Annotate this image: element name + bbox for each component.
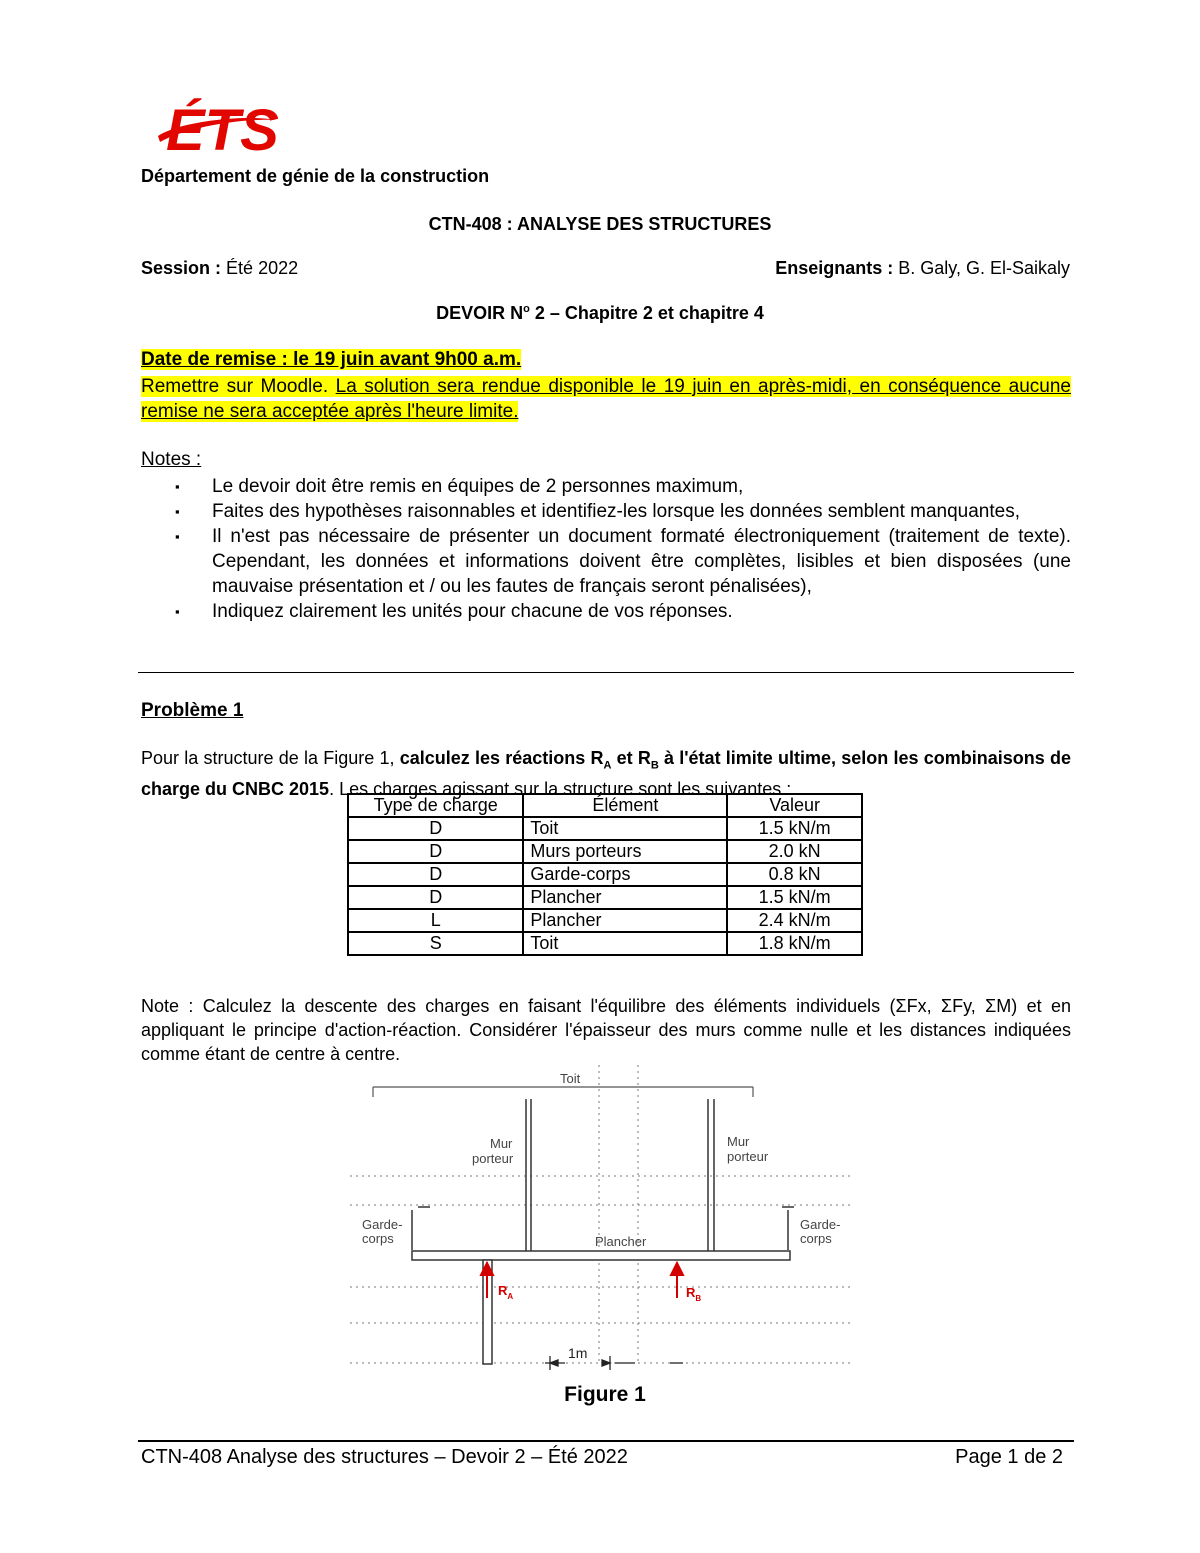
problem-text-a: Pour la structure de la Figure 1, <box>141 748 400 768</box>
problem-text-d: à l'état limite ultime, selon les combinaisons de charge du CNBC 2015 <box>141 748 1071 799</box>
table-row <box>348 932 862 955</box>
problem-text-e: . Les charges agissant sur la structure sont les suivantes : <box>329 778 792 799</box>
table-cell: Plancher <box>523 909 727 932</box>
note-text: Il n'est pas nécessaire de présenter un document formaté électroniquement (traitement de texte). Cependant, les données et informations doivent être complètes, lisibles et bien disposées (une mauvaise présentation et / ou les fautes de français seront pénalisées), <box>212 526 1071 597</box>
department: Département de génie de la construction <box>141 166 490 186</box>
assignment-title <box>0 303 1200 324</box>
label-rb: $R_B$ <box>686 1285 702 1303</box>
teachers-label: Enseignants : <box>775 258 894 278</box>
table-cell: S <box>348 932 523 955</box>
list-item <box>141 524 1071 599</box>
label-mur-left-1: Mur <box>490 1136 513 1151</box>
bullet-icon: ▪ <box>175 604 180 619</box>
bullet-icon: ▪ <box>175 479 180 494</box>
table-cell: 1.5 kN/m <box>727 817 862 840</box>
table-row <box>348 863 862 886</box>
label-mur-left-2: porteur <box>472 1151 514 1166</box>
devoir-suffix: 2 – Chapitre 2 et chapitre 4 <box>529 303 764 323</box>
note-text: Faites des hypothèses raisonnables et identifiez-les lorsque les données semblent manquantes, <box>212 501 1020 522</box>
table-cell: 1.5 kN/m <box>727 886 862 909</box>
bullet-icon: ▪ <box>175 529 180 544</box>
table-row <box>348 886 862 909</box>
label-plancher: Plancher <box>595 1234 647 1249</box>
label-mur-right-2: porteur <box>727 1149 769 1164</box>
session <box>141 258 298 279</box>
label-ra: $R_A$ <box>498 1283 514 1301</box>
problem-note: Note : Calculez la descente des charges en faisant l'équilibre des éléments individuels (ΣFx, ΣFy, ΣM) et en appliquant le principe d'action-réaction. Considérer l'épaisseur des murs comme nulle et les distances indiquées comme étant de centre à centre. <box>141 996 1071 1064</box>
label-garde-left-1: Garde- <box>362 1217 403 1232</box>
logo-text: ÉTS <box>166 98 279 162</box>
list-item <box>141 474 1071 499</box>
column-header: Type de charge <box>348 794 523 817</box>
list-item <box>141 499 1071 524</box>
submit-plain: Remettre sur Moodle. <box>141 376 329 397</box>
submission-instructions <box>141 374 1071 424</box>
column-header: Valeur <box>727 794 862 817</box>
note-text: Le devoir doit être remis en équipes de 2 personnes maximum, <box>212 476 744 497</box>
floor-beam <box>412 1251 790 1260</box>
due-text: Date de remise : le 19 juin avant 9h00 a.m. <box>141 349 522 370</box>
problem-text-b: calculez les réactions R <box>399 748 604 768</box>
label-garde-right-1: Garde- <box>800 1217 841 1232</box>
table-cell: D <box>348 840 523 863</box>
table-cell: Murs porteurs <box>523 840 727 863</box>
bullet-icon: ▪ <box>175 504 180 519</box>
course-title: CTN-408 : ANALYSE DES STRUCTURES <box>428 214 772 234</box>
label-dim: 1m <box>568 1345 588 1361</box>
footer-left: CTN-408 Analyse des structures – Devoir 2 – Été 2022 <box>141 1446 628 1468</box>
section-divider <box>138 672 1074 673</box>
structure-figure <box>340 1065 860 1375</box>
session-label: Session : <box>141 258 222 278</box>
teachers <box>775 258 1070 279</box>
problem-text-c: et R <box>611 748 651 768</box>
table-cell: D <box>348 817 523 840</box>
table-cell: 1.8 kN/m <box>727 932 862 955</box>
notes-title: Notes : <box>141 449 202 470</box>
table-cell: 2.0 kN <box>727 840 862 863</box>
figure-caption: Figure 1 <box>564 1383 646 1406</box>
note-text: Indiquez clairement les unités pour chacune de vos réponses. <box>212 601 733 622</box>
grid-lines <box>350 1065 850 1365</box>
table-cell: Toit <box>523 817 727 840</box>
sub-a: A <box>603 759 612 772</box>
table-cell: L <box>348 909 523 932</box>
roof-line <box>373 1087 753 1097</box>
label-garde-left-2: corps <box>362 1231 394 1246</box>
table-row <box>348 909 862 932</box>
ets-logo <box>148 92 280 162</box>
table-row <box>348 840 862 863</box>
table-cell: D <box>348 863 523 886</box>
label-mur-right-1: Mur <box>727 1134 750 1149</box>
list-item <box>141 599 1071 624</box>
notes-list <box>141 474 1071 624</box>
label-toit: Toit <box>560 1071 581 1086</box>
submit-underlined: La solution sera rendue disponible le 19 juin en après-midi, en conséquence aucune remise ne sera acceptée après l'heure limite. <box>141 376 1071 422</box>
footer-divider <box>138 1440 1074 1442</box>
table-header-row <box>348 794 862 817</box>
table-row <box>348 817 862 840</box>
column-header: Élément <box>523 794 727 817</box>
devoir-prefix: DEVOIR N <box>436 303 524 323</box>
table-cell: Toit <box>523 932 727 955</box>
teachers-value: B. Galy, G. El-Saikaly <box>898 258 1070 278</box>
table-cell: Garde-corps <box>523 863 727 886</box>
table-cell: 2.4 kN/m <box>727 909 862 932</box>
session-value: Été 2022 <box>226 258 299 278</box>
table-cell: D <box>348 886 523 909</box>
problem-title: Problème 1 <box>141 700 244 721</box>
due-date <box>141 349 521 371</box>
devoir-sup: o <box>523 303 530 315</box>
table-cell: Plancher <box>523 886 727 909</box>
sub-b: B <box>650 759 659 772</box>
table-cell: 0.8 kN <box>727 863 862 886</box>
footer-right: Page 1 de 2 <box>955 1446 1063 1468</box>
label-garde-right-2: corps <box>800 1231 832 1246</box>
loads-table <box>347 793 863 956</box>
